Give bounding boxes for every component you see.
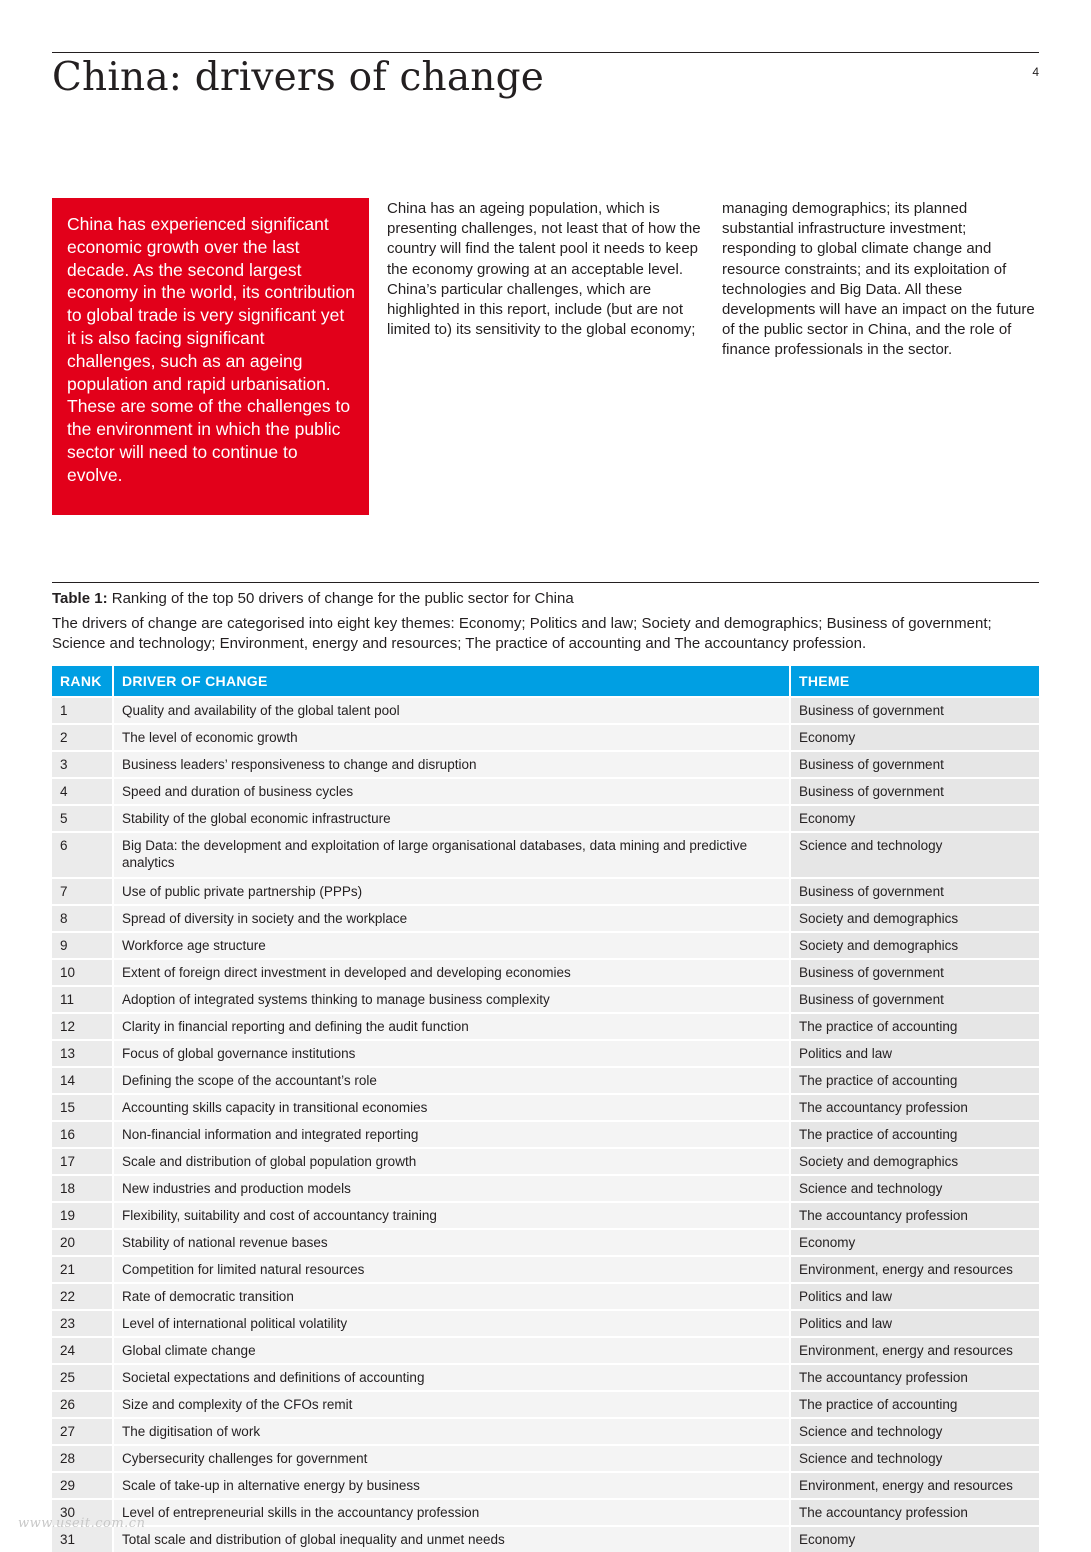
theme-cell: Politics and law bbox=[790, 1283, 1039, 1310]
watermark: www.useit.com.cn bbox=[18, 1516, 146, 1531]
rank-cell: 1 bbox=[52, 697, 113, 724]
driver-cell: Use of public private partnership (PPPs) bbox=[113, 878, 790, 905]
theme-cell: Society and demographics bbox=[790, 1148, 1039, 1175]
driver-cell: Level of entrepreneurial skills in the accountancy profession bbox=[113, 1499, 790, 1526]
table-row bbox=[52, 697, 1039, 724]
theme-cell: The practice of accounting bbox=[790, 1391, 1039, 1418]
table-caption-text: Ranking of the top 50 drivers of change for the public sector for China bbox=[107, 590, 574, 607]
driver-cell: Non-financial information and integrated reporting bbox=[113, 1121, 790, 1148]
rank-cell: 27 bbox=[52, 1418, 113, 1445]
rank-cell: 14 bbox=[52, 1067, 113, 1094]
rank-cell: 10 bbox=[52, 959, 113, 986]
table-row bbox=[52, 878, 1039, 905]
intro-column-1: China has an ageing population, which is presenting challenges, not least that of how the country will find the talent pool it needs to keep the economy growing at an acceptable level. China’s particular challenges, which are highlighted in this report, include (but are not limited to) its sensitivity to the global economy; bbox=[387, 200, 701, 339]
rank-cell: 19 bbox=[52, 1202, 113, 1229]
driver-cell: Focus of global governance institutions bbox=[113, 1040, 790, 1067]
top-rule bbox=[52, 52, 1039, 53]
table-row bbox=[52, 1499, 1039, 1526]
table-row bbox=[52, 1175, 1039, 1202]
driver-cell: Global climate change bbox=[113, 1337, 790, 1364]
driver-cell: Rate of democratic transition bbox=[113, 1283, 790, 1310]
rank-cell: 13 bbox=[52, 1040, 113, 1067]
table-row bbox=[52, 1445, 1039, 1472]
theme-cell: The accountancy profession bbox=[790, 1499, 1039, 1526]
theme-cell: Environment, energy and resources bbox=[790, 1472, 1039, 1499]
rank-cell: 28 bbox=[52, 1445, 113, 1472]
rank-cell: 18 bbox=[52, 1175, 113, 1202]
table-row bbox=[52, 1418, 1039, 1445]
callout-text: China has experienced significant economic growth over the last decade. As the second largest economy in the world, its contribution to global trade is very significant yet it is also facing significant challenges, such as an ageing population and rapid urbanisation. These are some of the challenges to the environment in which the public sector will need to continue to evolve. bbox=[67, 214, 355, 485]
theme-cell: Society and demographics bbox=[790, 932, 1039, 959]
theme-cell: Business of government bbox=[790, 751, 1039, 778]
theme-cell: Society and demographics bbox=[790, 905, 1039, 932]
theme-cell: Economy bbox=[790, 1526, 1039, 1552]
driver-cell: Scale and distribution of global population growth bbox=[113, 1148, 790, 1175]
rank-cell: 9 bbox=[52, 932, 113, 959]
table-row bbox=[52, 905, 1039, 932]
theme-cell: Science and technology bbox=[790, 832, 1039, 878]
rank-cell: 7 bbox=[52, 878, 113, 905]
theme-cell: Business of government bbox=[790, 778, 1039, 805]
table-row bbox=[52, 1148, 1039, 1175]
table-row bbox=[52, 832, 1039, 878]
table-row bbox=[52, 959, 1039, 986]
driver-column-header: DRIVER OF CHANGE bbox=[113, 666, 790, 697]
theme-cell: Science and technology bbox=[790, 1445, 1039, 1472]
rank-cell: 4 bbox=[52, 778, 113, 805]
table-row bbox=[52, 1472, 1039, 1499]
table-row bbox=[52, 986, 1039, 1013]
driver-cell: Scale of take-up in alternative energy by business bbox=[113, 1472, 790, 1499]
theme-cell: Science and technology bbox=[790, 1418, 1039, 1445]
driver-cell: Flexibility, suitability and cost of accountancy training bbox=[113, 1202, 790, 1229]
drivers-table bbox=[52, 666, 1039, 1552]
driver-cell: Adoption of integrated systems thinking to manage business complexity bbox=[113, 986, 790, 1013]
rank-cell: 23 bbox=[52, 1310, 113, 1337]
driver-cell: Stability of national revenue bases bbox=[113, 1229, 790, 1256]
rank-cell: 20 bbox=[52, 1229, 113, 1256]
driver-cell: Size and complexity of the CFOs remit bbox=[113, 1391, 790, 1418]
driver-cell: Societal expectations and definitions of accounting bbox=[113, 1364, 790, 1391]
driver-cell: Quality and availability of the global talent pool bbox=[113, 697, 790, 724]
theme-cell: Environment, energy and resources bbox=[790, 1337, 1039, 1364]
theme-cell: Environment, energy and resources bbox=[790, 1256, 1039, 1283]
theme-cell: Politics and law bbox=[790, 1310, 1039, 1337]
table-row bbox=[52, 1526, 1039, 1552]
theme-cell: Business of government bbox=[790, 697, 1039, 724]
driver-cell: Speed and duration of business cycles bbox=[113, 778, 790, 805]
table-caption bbox=[52, 589, 1039, 609]
theme-cell: The accountancy profession bbox=[790, 1364, 1039, 1391]
table-row bbox=[52, 1013, 1039, 1040]
table-row bbox=[52, 778, 1039, 805]
theme-cell: Economy bbox=[790, 724, 1039, 751]
theme-cell: The accountancy profession bbox=[790, 1202, 1039, 1229]
theme-cell: Business of government bbox=[790, 878, 1039, 905]
page-number: 4 bbox=[1032, 65, 1039, 79]
rank-cell: 8 bbox=[52, 905, 113, 932]
table-row bbox=[52, 1391, 1039, 1418]
driver-cell: Competition for limited natural resources bbox=[113, 1256, 790, 1283]
driver-cell: Defining the scope of the accountant’s role bbox=[113, 1067, 790, 1094]
table-row bbox=[52, 724, 1039, 751]
intro-column-2: managing demographics; its planned substantial infrastructure investment; responding to global climate change and resource constraints; and its exploitation of technologies and Big Data. All these developments will have an impact on the future of the public sector in China, and the role of finance professionals in the sector. bbox=[722, 200, 1035, 359]
theme-column-header: THEME bbox=[790, 666, 1039, 697]
callout-box bbox=[52, 198, 369, 515]
driver-cell: Stability of the global economic infrastructure bbox=[113, 805, 790, 832]
rank-cell: 31 bbox=[52, 1526, 113, 1552]
rank-cell: 17 bbox=[52, 1148, 113, 1175]
rank-column-header: RANK bbox=[52, 666, 113, 697]
table-body bbox=[52, 697, 1039, 1552]
driver-cell: Spread of diversity in society and the workplace bbox=[113, 905, 790, 932]
driver-cell: Workforce age structure bbox=[113, 932, 790, 959]
rank-cell: 16 bbox=[52, 1121, 113, 1148]
rank-cell: 2 bbox=[52, 724, 113, 751]
table-row bbox=[52, 1067, 1039, 1094]
table-row bbox=[52, 1256, 1039, 1283]
rank-cell: 25 bbox=[52, 1364, 113, 1391]
driver-cell: The digitisation of work bbox=[113, 1418, 790, 1445]
rank-cell: 5 bbox=[52, 805, 113, 832]
table-row bbox=[52, 1229, 1039, 1256]
driver-cell: Extent of foreign direct investment in developed and developing economies bbox=[113, 959, 790, 986]
rank-cell: 11 bbox=[52, 986, 113, 1013]
table-row bbox=[52, 1364, 1039, 1391]
table-row bbox=[52, 1121, 1039, 1148]
table-rule bbox=[52, 582, 1039, 583]
table-description: The drivers of change are categorised into eight key themes: Economy; Politics and law; Society and demographics; Business of government; Science and technology; Environment, energy and resources; The practice of accounting and The accountancy profession. bbox=[52, 615, 992, 652]
theme-cell: Economy bbox=[790, 1229, 1039, 1256]
theme-cell: The accountancy profession bbox=[790, 1094, 1039, 1121]
theme-cell: Economy bbox=[790, 805, 1039, 832]
rank-cell: 12 bbox=[52, 1013, 113, 1040]
page-title: China: drivers of change bbox=[52, 55, 545, 100]
theme-cell: The practice of accounting bbox=[790, 1067, 1039, 1094]
driver-cell: Clarity in financial reporting and defining the audit function bbox=[113, 1013, 790, 1040]
table-header-row bbox=[52, 666, 1039, 697]
rank-cell: 26 bbox=[52, 1391, 113, 1418]
theme-cell: The practice of accounting bbox=[790, 1121, 1039, 1148]
driver-cell: Cybersecurity challenges for government bbox=[113, 1445, 790, 1472]
table-row bbox=[52, 1094, 1039, 1121]
driver-cell: New industries and production models bbox=[113, 1175, 790, 1202]
rank-cell: 22 bbox=[52, 1283, 113, 1310]
table-row bbox=[52, 1040, 1039, 1067]
theme-cell: Science and technology bbox=[790, 1175, 1039, 1202]
theme-cell: The practice of accounting bbox=[790, 1013, 1039, 1040]
rank-cell: 24 bbox=[52, 1337, 113, 1364]
theme-cell: Politics and law bbox=[790, 1040, 1039, 1067]
rank-cell: 6 bbox=[52, 832, 113, 878]
driver-cell: The level of economic growth bbox=[113, 724, 790, 751]
driver-cell: Level of international political volatility bbox=[113, 1310, 790, 1337]
driver-cell: Accounting skills capacity in transitional economies bbox=[113, 1094, 790, 1121]
table-row bbox=[52, 1310, 1039, 1337]
theme-cell: Business of government bbox=[790, 959, 1039, 986]
table-caption-label: Table 1: bbox=[52, 590, 108, 607]
table-row bbox=[52, 1283, 1039, 1310]
table-row bbox=[52, 805, 1039, 832]
table-row bbox=[52, 1337, 1039, 1364]
rank-cell: 15 bbox=[52, 1094, 113, 1121]
rank-cell: 29 bbox=[52, 1472, 113, 1499]
driver-cell: Big Data: the development and exploitation of large organisational databases, data mining and predictive analytics bbox=[113, 832, 790, 878]
table-row bbox=[52, 1202, 1039, 1229]
table-row bbox=[52, 932, 1039, 959]
table-row bbox=[52, 751, 1039, 778]
driver-cell: Business leaders’ responsiveness to change and disruption bbox=[113, 751, 790, 778]
rank-cell: 21 bbox=[52, 1256, 113, 1283]
driver-cell: Total scale and distribution of global inequality and unmet needs bbox=[113, 1526, 790, 1552]
rank-cell: 3 bbox=[52, 751, 113, 778]
theme-cell: Business of government bbox=[790, 986, 1039, 1013]
rank-cell: 30 bbox=[52, 1499, 113, 1526]
